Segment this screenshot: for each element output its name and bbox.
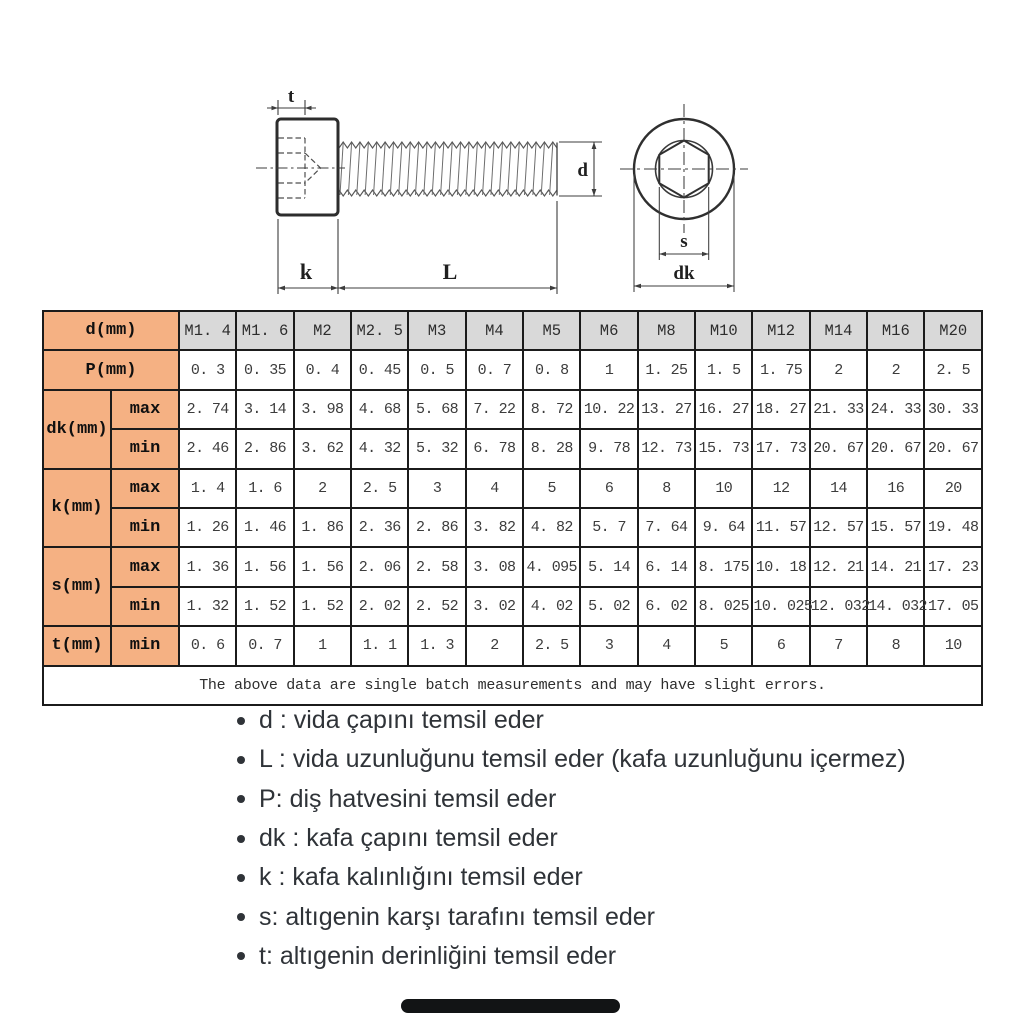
- value-cell: 4. 095: [523, 547, 580, 586]
- column-header: M8: [638, 311, 695, 350]
- value-cell: 5. 32: [408, 429, 465, 468]
- value-cell: 5. 02: [580, 587, 637, 626]
- legend-item: [237, 858, 906, 897]
- value-cell: 7. 22: [466, 390, 523, 429]
- column-header: M2. 5: [351, 311, 408, 350]
- value-cell: 14: [810, 469, 867, 508]
- value-cell: 11. 57: [752, 508, 809, 547]
- value-cell: 0. 5: [408, 350, 465, 389]
- value-cell: 1. 56: [294, 547, 351, 586]
- screw-head-outline: [277, 119, 338, 215]
- value-cell: 1: [294, 626, 351, 665]
- row-label: dk(mm): [43, 390, 111, 469]
- value-cell: 4: [638, 626, 695, 665]
- value-cell: 7. 64: [638, 508, 695, 547]
- value-cell: 16. 27: [695, 390, 752, 429]
- value-cell: 7: [810, 626, 867, 665]
- dim-t-label: t: [287, 86, 295, 107]
- column-header: M1. 4: [179, 311, 236, 350]
- value-cell: 1. 56: [236, 547, 293, 586]
- dim-d-label: d: [577, 160, 588, 181]
- spec-row: [43, 508, 982, 547]
- row-label: t(mm): [43, 626, 111, 665]
- value-cell: 0. 4: [294, 350, 351, 389]
- value-cell: 5: [523, 469, 580, 508]
- spec-row: [43, 587, 982, 626]
- value-cell: 6: [580, 469, 637, 508]
- value-cell: 10. 18: [752, 547, 809, 586]
- value-cell: 1. 4: [179, 469, 236, 508]
- row-sublabel: min: [111, 429, 179, 468]
- value-cell: 0. 7: [236, 626, 293, 665]
- legend-item: [237, 780, 906, 819]
- size-header-row: [43, 311, 982, 350]
- spec-row: [43, 469, 982, 508]
- value-cell: 3. 62: [294, 429, 351, 468]
- value-cell: 20. 67: [867, 429, 924, 468]
- row-label: P(mm): [43, 350, 179, 389]
- value-cell: 5. 14: [580, 547, 637, 586]
- value-cell: 0. 45: [351, 350, 408, 389]
- value-cell: 10. 22: [580, 390, 637, 429]
- value-cell: 3: [408, 469, 465, 508]
- value-cell: 9. 78: [580, 429, 637, 468]
- value-cell: 8. 175: [695, 547, 752, 586]
- value-cell: 5: [695, 626, 752, 665]
- column-header: M3: [408, 311, 465, 350]
- row-sublabel: max: [111, 390, 179, 429]
- value-cell: 20. 67: [810, 429, 867, 468]
- legend-text: L : vida uzunluğunu temsil eder (kafa uzunluğunu içermez): [259, 745, 906, 774]
- legend-item: [237, 740, 906, 779]
- value-cell: 1. 86: [294, 508, 351, 547]
- legend-text: P: diş hatvesini temsil eder: [259, 784, 557, 813]
- column-header: M14: [810, 311, 867, 350]
- row-label: d(mm): [43, 311, 179, 350]
- value-cell: 2. 46: [179, 429, 236, 468]
- legend-item: [237, 897, 906, 936]
- value-cell: 12. 57: [810, 508, 867, 547]
- value-cell: 2. 86: [236, 429, 293, 468]
- value-cell: 21. 33: [810, 390, 867, 429]
- value-cell: 1. 26: [179, 508, 236, 547]
- value-cell: 9. 64: [695, 508, 752, 547]
- value-cell: 4: [466, 469, 523, 508]
- value-cell: 5. 7: [580, 508, 637, 547]
- technical-drawing: [0, 0, 1024, 305]
- value-cell: 1. 52: [236, 587, 293, 626]
- row-sublabel: max: [111, 469, 179, 508]
- spec-table: [42, 310, 983, 706]
- value-cell: 3. 14: [236, 390, 293, 429]
- value-cell: 1. 36: [179, 547, 236, 586]
- row-sublabel: min: [111, 508, 179, 547]
- value-cell: 2. 58: [408, 547, 465, 586]
- value-cell: 4. 82: [523, 508, 580, 547]
- value-cell: 12. 73: [638, 429, 695, 468]
- end-view: [620, 104, 748, 292]
- bullet-icon: [237, 717, 245, 725]
- bullet-icon: [237, 795, 245, 803]
- value-cell: 17. 23: [924, 547, 982, 586]
- column-header: M2: [294, 311, 351, 350]
- value-cell: 8: [638, 469, 695, 508]
- value-cell: 24. 33: [867, 390, 924, 429]
- legend-list: [237, 701, 906, 976]
- dim-dk-label: dk: [673, 263, 695, 284]
- value-cell: 16: [867, 469, 924, 508]
- value-cell: 2. 74: [179, 390, 236, 429]
- value-cell: 1. 52: [294, 587, 351, 626]
- value-cell: 3: [580, 626, 637, 665]
- dim-s-label: s: [680, 231, 688, 252]
- row-sublabel: min: [111, 587, 179, 626]
- center-lines: [620, 104, 748, 233]
- bullet-icon: [237, 874, 245, 882]
- value-cell: 1. 5: [695, 350, 752, 389]
- value-cell: 2. 02: [351, 587, 408, 626]
- value-cell: 2: [294, 469, 351, 508]
- value-cell: 1. 46: [236, 508, 293, 547]
- column-header: M4: [466, 311, 523, 350]
- legend-text: dk : kafa çapını temsil eder: [259, 824, 558, 853]
- value-cell: 17. 73: [752, 429, 809, 468]
- value-cell: 18. 27: [752, 390, 809, 429]
- column-header: M10: [695, 311, 752, 350]
- value-cell: 2: [810, 350, 867, 389]
- value-cell: 10. 025: [752, 587, 809, 626]
- bullet-icon: [237, 952, 245, 960]
- spec-row: [43, 626, 982, 665]
- spec-row: [43, 429, 982, 468]
- value-cell: 1. 75: [752, 350, 809, 389]
- spec-row: [43, 390, 982, 429]
- value-cell: 6. 02: [638, 587, 695, 626]
- value-cell: 1. 3: [408, 626, 465, 665]
- value-cell: 13. 27: [638, 390, 695, 429]
- value-cell: 2. 5: [351, 469, 408, 508]
- value-cell: 4. 02: [523, 587, 580, 626]
- value-cell: 0. 35: [236, 350, 293, 389]
- value-cell: 15. 73: [695, 429, 752, 468]
- value-cell: 14. 032: [867, 587, 924, 626]
- value-cell: 2. 06: [351, 547, 408, 586]
- row-label: s(mm): [43, 547, 111, 626]
- thread-lines: [339, 142, 557, 196]
- value-cell: 20: [924, 469, 982, 508]
- value-cell: 3. 98: [294, 390, 351, 429]
- bullet-icon: [237, 835, 245, 843]
- value-cell: 3. 08: [466, 547, 523, 586]
- value-cell: 0. 7: [466, 350, 523, 389]
- value-cell: 2. 5: [924, 350, 982, 389]
- bullet-icon: [237, 756, 245, 764]
- value-cell: 8. 28: [523, 429, 580, 468]
- column-header: M16: [867, 311, 924, 350]
- value-cell: 0. 8: [523, 350, 580, 389]
- value-cell: 12. 21: [810, 547, 867, 586]
- footnote-row: [43, 666, 982, 705]
- value-cell: 2. 86: [408, 508, 465, 547]
- row-sublabel: max: [111, 547, 179, 586]
- side-view: [256, 86, 602, 294]
- dim-L-label: L: [442, 259, 458, 284]
- value-cell: 1. 25: [638, 350, 695, 389]
- value-cell: 6. 78: [466, 429, 523, 468]
- value-cell: 17. 05: [924, 587, 982, 626]
- value-cell: 2: [466, 626, 523, 665]
- value-cell: 10: [695, 469, 752, 508]
- value-cell: 2: [867, 350, 924, 389]
- value-cell: 14. 21: [867, 547, 924, 586]
- legend-item: [237, 701, 906, 740]
- column-header: M1. 6: [236, 311, 293, 350]
- value-cell: 8. 025: [695, 587, 752, 626]
- value-cell: 2. 52: [408, 587, 465, 626]
- legend-text: s: altıgenin karşı tarafını temsil eder: [259, 902, 656, 931]
- value-cell: 3. 82: [466, 508, 523, 547]
- value-cell: 0. 3: [179, 350, 236, 389]
- value-cell: 3. 02: [466, 587, 523, 626]
- value-cell: 1. 1: [351, 626, 408, 665]
- column-header: M20: [924, 311, 982, 350]
- value-cell: 15. 57: [867, 508, 924, 547]
- value-cell: 1. 6: [236, 469, 293, 508]
- value-cell: 2. 5: [523, 626, 580, 665]
- value-cell: 6: [752, 626, 809, 665]
- legend-text: t: altıgenin derinliğini temsil eder: [259, 941, 617, 970]
- value-cell: 8. 72: [523, 390, 580, 429]
- legend-text: d : vida çapını temsil eder: [259, 706, 544, 735]
- value-cell: 12: [752, 469, 809, 508]
- value-cell: 20. 67: [924, 429, 982, 468]
- value-cell: 8: [867, 626, 924, 665]
- value-cell: 4. 32: [351, 429, 408, 468]
- table-footnote: The above data are single batch measurements and may have slight errors.: [43, 666, 982, 705]
- legend-item: [237, 819, 906, 858]
- dim-k-label: k: [299, 259, 313, 284]
- column-header: M6: [580, 311, 637, 350]
- value-cell: 2. 36: [351, 508, 408, 547]
- spec-table-body: [43, 311, 982, 705]
- value-cell: 1. 32: [179, 587, 236, 626]
- value-cell: 30. 33: [924, 390, 982, 429]
- bullet-icon: [237, 913, 245, 921]
- home-indicator-bar: [401, 999, 620, 1013]
- value-cell: 19. 48: [924, 508, 982, 547]
- row-label: k(mm): [43, 469, 111, 548]
- value-cell: 12. 032: [810, 587, 867, 626]
- value-cell: 5. 68: [408, 390, 465, 429]
- column-header: M12: [752, 311, 809, 350]
- spec-row: [43, 547, 982, 586]
- column-header: M5: [523, 311, 580, 350]
- value-cell: 6. 14: [638, 547, 695, 586]
- value-cell: 1: [580, 350, 637, 389]
- value-cell: 10: [924, 626, 982, 665]
- value-cell: 0. 6: [179, 626, 236, 665]
- pitch-row: [43, 350, 982, 389]
- row-sublabel: min: [111, 626, 179, 665]
- legend-text: k : kafa kalınlığını temsil eder: [259, 863, 583, 892]
- value-cell: 4. 68: [351, 390, 408, 429]
- legend-item: [237, 937, 906, 976]
